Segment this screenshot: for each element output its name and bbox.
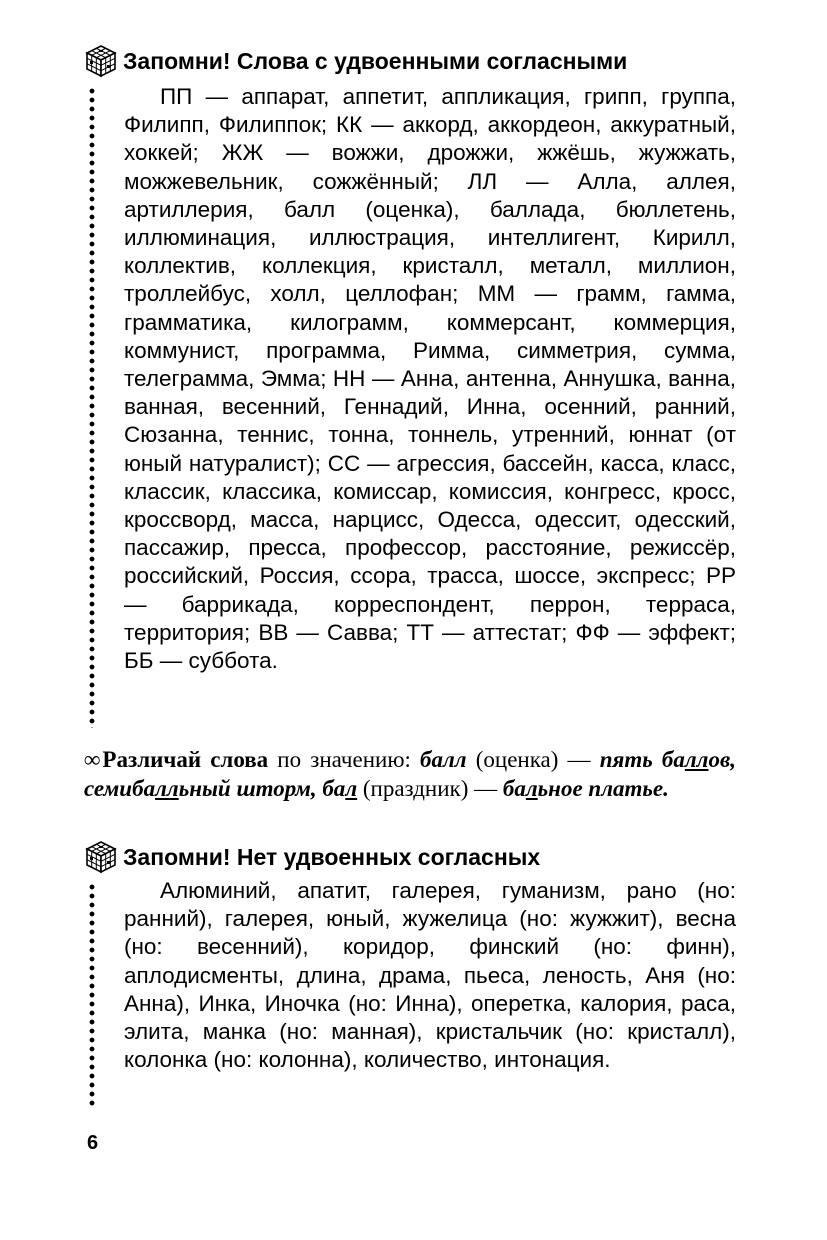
note-lead: Различай слова [102,747,269,772]
section-title: Запомни! Слова с удвоенными согласными [123,47,628,74]
word-list-text: Алюминий, апатит, галерея, гуманизм, рано (но: ранний), галерея, юный, жужелица (но: жужжит), весна (но: весенний), коридор, финский (но: финн), аплодисменты, длина, драма, пьеса, леность, Аня (но: Анна), Инка, Иночка (но: Инна), оперетка, калория, раса, элита, манка (но: манная), кристальчик (но: кристалл), колонка (но: колонна), количество, интонация. [124,878,736,1073]
note-text-2: (праздник) — [357,775,503,801]
note-intro: по значению: [268,747,421,772]
note-text: (оценка) — [466,747,600,772]
word-list-text: ПП — аппарат, аппетит, аппликация, грипп, группа, Филипп, Филиппок; КК — аккорд, аккордеон, аккуратный, хоккей; ЖЖ — вожжи, дрожжи, жжёшь, жужжать, можжевельник, сожжённый; ЛЛ — Алла, аллея, артиллерия, балл (оценка), баллада, бюллетень, иллюминация, иллюстрация, интеллигент, Кирилл, коллектив, коллекция, кристалл, металл, миллион, троллейбус, холл, целлофан; ММ — грамм, гамма, грамматика, килограмм, коммерсант, коммерция, коммунист, программа, Римма, симметрия, сумма, телеграмма, Эмма; НН — Анна, антенна, Аннушка, ванна, ванная, весенний, Геннадий, Инна, осенний, ранний, Сюзанна, теннис, тонна, тоннель, утренний, юннат (от юный натуралист); СС — агрессия, бассейн, касса, класс, классик, классика, комиссар, комиссия, конгресс, кросс, кроссворд, масса, нарцисс, Одесса, одессит, одесский, пассажир, пресса, профессор, расстояние, режиссёр, российский, Россия, ссора, трасса, шоссе, экспресс; РР — баррикада, корреспондент, перрон, терраса, территория; ВВ — Савва; ТТ — аттестат; ФФ — эффект; ББ — суббота. [124,84,736,674]
example-bal-party: бальное платье. [502,775,669,801]
word-ball-score: балл [420,747,467,772]
meaning-note [84,746,736,803]
section-heading-doubled-consonants [84,44,627,78]
example-ball-score: пять баллов, семибалльный шторм, [84,747,736,801]
rubik-cube-icon [84,840,118,874]
infinity-icon: ∞ [84,747,101,772]
section-heading-no-doubled-consonants [84,840,540,874]
word-bal-party: бал [322,775,358,801]
no-doubled-consonants-word-list [124,877,736,1074]
dotted-margin-line [89,88,95,728]
rubik-cube-icon [84,44,118,78]
doubled-consonants-word-list [124,83,736,675]
section-title: Запомни! Нет удвоенных согласных [123,843,541,870]
page-number: 6 [87,1132,99,1154]
dotted-margin-line [89,884,95,1106]
